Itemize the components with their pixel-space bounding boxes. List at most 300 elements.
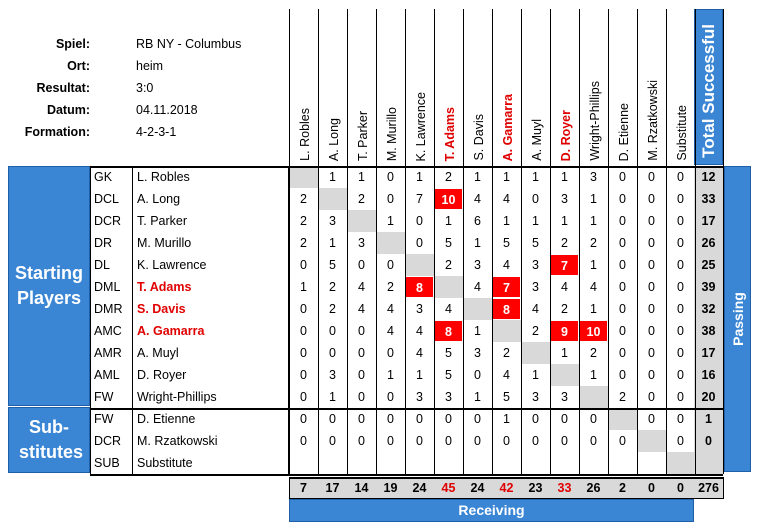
pass-count-cell: 0 — [532, 412, 539, 426]
row-player-name: S. Davis — [133, 298, 289, 320]
row-player-name: T. Adams — [133, 276, 289, 298]
pass-count-cell: 4 — [503, 192, 510, 206]
pass-count-cell: 8 — [434, 320, 463, 342]
pass-count-cell: 0 — [329, 412, 336, 426]
substitutes-label: Sub-stitutes — [8, 407, 90, 473]
pass-count-cell: 1 — [561, 170, 568, 184]
row-position: DL — [90, 254, 133, 276]
column-header-label: A. Long — [326, 117, 341, 161]
row-total-cell: 32 — [694, 298, 723, 320]
pass-count-cell: 1 — [329, 390, 336, 404]
pass-count-cell: 0 — [619, 302, 626, 316]
grid-line — [289, 477, 723, 479]
match-info-label: Formation: — [24, 125, 90, 139]
pass-count-cell: 3 — [561, 390, 568, 404]
pass-count-cell: 0 — [358, 346, 365, 360]
grid-line — [289, 477, 290, 499]
row-player-name: M. Rzatkowski — [133, 430, 289, 452]
pass-count-cell: 0 — [648, 236, 655, 250]
pass-count-cell: 1 — [590, 258, 597, 272]
pass-count-cell: 0 — [474, 368, 481, 382]
pass-count-cell: 0 — [619, 170, 626, 184]
column-header-label: M. Murillo — [384, 106, 399, 161]
row-player-name: Wright-Phillips — [133, 386, 289, 408]
pass-count-cell: 0 — [474, 412, 481, 426]
pass-count-cell: 4 — [474, 192, 481, 206]
match-info-value: heim — [136, 59, 164, 73]
grid-line — [90, 166, 723, 168]
pass-count-cell: 0 — [677, 368, 684, 382]
pass-count-cell: 0 — [619, 434, 626, 448]
column-header — [579, 9, 609, 165]
pass-count-cell — [492, 452, 521, 474]
pass-count-cell: 2 — [532, 324, 539, 338]
pass-count-cell: 1 — [532, 368, 539, 382]
pass-count-cell: 0 — [387, 390, 394, 404]
grid-line — [405, 9, 406, 474]
row-total-cell: 17 — [694, 210, 723, 232]
pass-count-cell: 1 — [503, 170, 510, 184]
row-position: AMC — [90, 320, 133, 342]
grid-line — [492, 9, 493, 474]
pass-count-cell: 0 — [648, 346, 655, 360]
pass-count-cell: 1 — [300, 280, 307, 294]
pass-count-cell: 0 — [677, 346, 684, 360]
pass-count-cell — [289, 452, 318, 474]
pass-count-cell: 0 — [619, 280, 626, 294]
pass-count-cell — [521, 342, 550, 364]
pass-count-cell — [492, 320, 521, 342]
pass-count-cell: 0 — [416, 434, 423, 448]
pass-count-cell: 3 — [532, 280, 539, 294]
column-header-label: A. Gamarra — [500, 93, 515, 161]
pass-count-cell: 0 — [416, 412, 423, 426]
column-header-label: K. Lawrence — [413, 91, 428, 161]
pass-count-cell: 0 — [358, 390, 365, 404]
pass-count-cell: 9 — [550, 320, 579, 342]
column-total-cell: 42 — [492, 477, 521, 499]
pass-count-cell: 0 — [677, 192, 684, 206]
pass-count-cell — [405, 452, 434, 474]
pass-count-cell: 0 — [416, 214, 423, 228]
row-player-name: D. Royer — [133, 364, 289, 386]
pass-count-cell: 2 — [590, 236, 597, 250]
row-total-cell: 1 — [694, 408, 723, 430]
grid-line — [90, 408, 723, 410]
pass-count-cell: 4 — [445, 302, 452, 316]
pass-count-cell: 0 — [648, 368, 655, 382]
match-info-value: RB NY - Columbus — [136, 37, 242, 51]
column-header — [289, 9, 319, 165]
pass-count-cell: 1 — [590, 302, 597, 316]
column-header — [492, 9, 522, 165]
pass-count-cell: 0 — [677, 390, 684, 404]
pass-count-cell: 2 — [387, 280, 394, 294]
pass-count-cell — [550, 364, 579, 386]
pass-count-cell: 0 — [648, 214, 655, 228]
row-total-cell: 16 — [694, 364, 723, 386]
row-position: DR — [90, 232, 133, 254]
row-total-cell: 12 — [694, 166, 723, 188]
pass-count-cell: 4 — [416, 346, 423, 360]
pass-count-cell: 0 — [329, 434, 336, 448]
grid-line — [90, 166, 91, 474]
pass-count-cell: 5 — [329, 258, 336, 272]
pass-count-cell: 5 — [445, 346, 452, 360]
pass-count-cell: 0 — [329, 324, 336, 338]
pass-count-cell — [579, 386, 608, 408]
pass-count-cell — [347, 452, 376, 474]
pass-count-cell — [579, 452, 608, 474]
column-header — [405, 9, 435, 165]
grid-line — [521, 9, 522, 474]
column-header — [347, 9, 377, 165]
column-header-label: S. Davis — [471, 114, 486, 161]
row-total-cell: 25 — [694, 254, 723, 276]
row-player-name: Substitute — [133, 452, 289, 474]
column-total-cell: 0 — [666, 477, 695, 499]
pass-count-cell: 0 — [300, 346, 307, 360]
column-total-cell: 26 — [579, 477, 608, 499]
passing-axis-label: Passing — [724, 166, 751, 472]
pass-count-cell: 1 — [503, 412, 510, 426]
row-position: AMR — [90, 342, 133, 364]
pass-count-cell: 0 — [619, 258, 626, 272]
row-player-name: K. Lawrence — [133, 254, 289, 276]
pass-count-cell — [376, 452, 405, 474]
pass-count-cell: 4 — [561, 280, 568, 294]
pass-count-cell: 7 — [550, 254, 579, 276]
pass-count-cell: 0 — [677, 434, 684, 448]
pass-count-cell — [608, 408, 637, 430]
pass-count-cell: 0 — [416, 236, 423, 250]
pass-count-cell: 1 — [532, 214, 539, 228]
row-position: FW — [90, 386, 133, 408]
pass-count-cell: 0 — [677, 258, 684, 272]
row-total-cell: 38 — [694, 320, 723, 342]
row-player-name: L. Robles — [133, 166, 289, 188]
column-total-cell: 23 — [521, 477, 550, 499]
pass-count-cell: 0 — [619, 214, 626, 228]
row-position: FW — [90, 408, 133, 430]
pass-count-cell — [347, 210, 376, 232]
column-header-label: Wright-Phillips — [587, 81, 602, 161]
column-header — [550, 9, 580, 165]
grid-line — [723, 477, 724, 499]
pass-count-cell: 10 — [434, 188, 463, 210]
pass-count-cell: 2 — [329, 302, 336, 316]
grid-line — [376, 9, 377, 474]
pass-count-cell: 1 — [329, 236, 336, 250]
pass-count-cell — [434, 452, 463, 474]
column-total-cell: 45 — [434, 477, 463, 499]
pass-count-cell: 0 — [532, 192, 539, 206]
pass-count-cell: 0 — [648, 412, 655, 426]
pass-count-cell — [666, 452, 695, 474]
column-header — [463, 9, 493, 165]
pass-count-cell: 0 — [503, 434, 510, 448]
pass-count-cell: 8 — [405, 276, 434, 298]
pass-count-cell: 6 — [474, 214, 481, 228]
row-position: DMR — [90, 298, 133, 320]
column-header — [376, 9, 406, 165]
pass-count-cell: 0 — [387, 170, 394, 184]
grand-total-cell: 276 — [694, 477, 723, 499]
pass-count-cell: 1 — [474, 390, 481, 404]
column-total-cell: 14 — [347, 477, 376, 499]
column-header — [434, 9, 464, 165]
pass-count-cell: 5 — [445, 236, 452, 250]
pass-count-cell — [434, 276, 463, 298]
grid-line — [637, 9, 638, 474]
pass-count-cell: 5 — [532, 236, 539, 250]
row-player-name: A. Muyl — [133, 342, 289, 364]
pass-count-cell: 3 — [329, 368, 336, 382]
column-header-label: Substitute — [674, 105, 689, 161]
pass-count-cell: 0 — [474, 434, 481, 448]
pass-count-cell — [463, 298, 492, 320]
column-header-label: D. Etienne — [616, 102, 631, 161]
pass-count-cell: 2 — [445, 170, 452, 184]
pass-count-cell: 1 — [445, 214, 452, 228]
match-info-label: Resultat: — [36, 81, 90, 95]
receiving-axis-label: Receiving — [289, 499, 694, 522]
pass-count-cell: 0 — [619, 346, 626, 360]
pass-count-cell: 3 — [474, 346, 481, 360]
total-successful-label: Total Successful — [698, 24, 718, 158]
row-position: SUB — [90, 452, 133, 474]
pass-count-cell: 10 — [579, 320, 608, 342]
grid-line — [579, 9, 580, 474]
pass-count-cell: 0 — [619, 192, 626, 206]
pass-count-cell: 4 — [503, 368, 510, 382]
column-header — [318, 9, 348, 165]
pass-count-cell: 2 — [445, 258, 452, 272]
row-total-cell: 26 — [694, 232, 723, 254]
pass-count-cell: 1 — [387, 368, 394, 382]
pass-count-cell: 0 — [619, 324, 626, 338]
pass-count-cell: 0 — [561, 434, 568, 448]
pass-count-cell: 4 — [532, 302, 539, 316]
pass-count-cell — [405, 254, 434, 276]
pass-count-cell: 0 — [387, 346, 394, 360]
row-position: DCL — [90, 188, 133, 210]
pass-count-cell: 3 — [474, 258, 481, 272]
pass-count-cell: 0 — [648, 170, 655, 184]
row-total-cell: 39 — [694, 276, 723, 298]
pass-count-cell: 1 — [474, 170, 481, 184]
pass-count-cell: 5 — [503, 390, 510, 404]
pass-count-cell: 0 — [677, 324, 684, 338]
pass-count-cell: 5 — [445, 368, 452, 382]
pass-count-cell: 1 — [329, 170, 336, 184]
grid-line — [608, 9, 609, 474]
pass-count-cell: 0 — [648, 324, 655, 338]
pass-count-cell: 2 — [619, 390, 626, 404]
pass-count-cell: 1 — [474, 324, 481, 338]
match-info-label: Ort: — [67, 59, 90, 73]
pass-count-cell: 3 — [358, 236, 365, 250]
pass-count-cell — [637, 430, 666, 452]
pass-count-cell: 1 — [503, 214, 510, 228]
pass-count-cell: 0 — [300, 390, 307, 404]
pass-count-cell: 4 — [474, 280, 481, 294]
column-total-cell: 7 — [289, 477, 318, 499]
column-total-cell: 24 — [463, 477, 492, 499]
grid-line — [318, 9, 319, 474]
pass-count-cell: 8 — [492, 298, 521, 320]
pass-count-cell — [637, 452, 666, 474]
column-header — [666, 9, 696, 165]
row-position: GK — [90, 166, 133, 188]
match-info-label: Datum: — [46, 103, 90, 117]
grid-line — [550, 9, 551, 474]
column-header-label: M. Rzatkowski — [645, 80, 660, 161]
row-total-cell: 17 — [694, 342, 723, 364]
pass-count-cell: 4 — [387, 302, 394, 316]
pass-count-cell: 0 — [445, 434, 452, 448]
pass-count-cell: 4 — [416, 324, 423, 338]
pass-count-cell: 0 — [300, 324, 307, 338]
pass-count-cell: 2 — [358, 192, 365, 206]
pass-count-cell: 0 — [300, 368, 307, 382]
pass-count-cell: 4 — [503, 258, 510, 272]
pass-count-cell: 0 — [590, 412, 597, 426]
pass-count-cell: 0 — [445, 412, 452, 426]
column-total-cell: 2 — [608, 477, 637, 499]
pass-count-cell: 0 — [300, 434, 307, 448]
row-player-name: A. Long — [133, 188, 289, 210]
pass-count-cell: 0 — [387, 192, 394, 206]
pass-count-cell — [550, 452, 579, 474]
row-player-name: A. Gamarra — [133, 320, 289, 342]
pass-count-cell: 0 — [648, 258, 655, 272]
pass-count-cell: 0 — [561, 412, 568, 426]
grid-line — [666, 9, 667, 474]
pass-count-cell: 0 — [677, 170, 684, 184]
column-total-cell: 33 — [550, 477, 579, 499]
pass-count-cell: 4 — [358, 280, 365, 294]
pass-count-cell: 0 — [619, 236, 626, 250]
pass-count-cell: 4 — [387, 324, 394, 338]
pass-count-cell: 0 — [300, 412, 307, 426]
pass-count-cell — [289, 166, 318, 188]
pass-count-cell: 2 — [590, 346, 597, 360]
pass-count-cell: 0 — [358, 412, 365, 426]
pass-count-cell: 1 — [416, 170, 423, 184]
pass-count-cell: 0 — [387, 434, 394, 448]
pass-count-cell: 2 — [300, 192, 307, 206]
row-player-name: M. Murillo — [133, 232, 289, 254]
pass-count-cell: 1 — [532, 170, 539, 184]
column-header-label: A. Muyl — [529, 119, 544, 161]
pass-count-cell: 0 — [532, 434, 539, 448]
pass-count-cell: 0 — [677, 214, 684, 228]
grid-line — [289, 9, 290, 474]
row-position: AML — [90, 364, 133, 386]
column-header-label: T. Adams — [442, 106, 457, 161]
pass-count-cell: 7 — [416, 192, 423, 206]
column-total-cell: 24 — [405, 477, 434, 499]
column-header-label: D. Royer — [558, 109, 573, 161]
pass-count-cell: 0 — [387, 258, 394, 272]
pass-count-cell: 7 — [492, 276, 521, 298]
pass-count-cell: 1 — [561, 214, 568, 228]
starting-players-label: Starting Players — [8, 166, 90, 406]
grid-line — [434, 9, 435, 474]
column-total-cell: 0 — [637, 477, 666, 499]
pass-count-cell: 0 — [358, 434, 365, 448]
pass-count-cell: 0 — [677, 280, 684, 294]
pass-count-cell: 3 — [532, 390, 539, 404]
pass-count-cell — [463, 452, 492, 474]
pass-count-cell — [521, 452, 550, 474]
column-total-cell: 19 — [376, 477, 405, 499]
pass-count-cell: 0 — [648, 192, 655, 206]
pass-count-cell: 0 — [677, 236, 684, 250]
pass-count-cell: 3 — [416, 390, 423, 404]
match-info-value: 3:0 — [136, 81, 154, 95]
pass-count-cell — [318, 452, 347, 474]
row-position: DCR — [90, 210, 133, 232]
pass-count-cell: 2 — [503, 346, 510, 360]
pass-count-cell: 0 — [648, 280, 655, 294]
row-position: DML — [90, 276, 133, 298]
pass-count-cell: 1 — [358, 170, 365, 184]
pass-count-cell: 1 — [590, 192, 597, 206]
pass-count-cell: 1 — [561, 346, 568, 360]
pass-count-cell — [608, 452, 637, 474]
pass-count-cell: 3 — [590, 170, 597, 184]
pass-count-cell: 0 — [300, 258, 307, 272]
pass-count-cell — [318, 188, 347, 210]
pass-count-cell: 0 — [590, 434, 597, 448]
column-header-label: L. Robles — [297, 108, 312, 161]
pass-count-cell: 2 — [300, 236, 307, 250]
pass-count-cell: 2 — [561, 236, 568, 250]
pass-count-cell: 0 — [387, 412, 394, 426]
column-total-cell: 17 — [318, 477, 347, 499]
total-successful-header — [694, 9, 723, 165]
pass-count-cell: 1 — [387, 214, 394, 228]
match-info-value: 4-2-3-1 — [136, 125, 177, 139]
pass-count-cell: 4 — [590, 280, 597, 294]
pass-count-cell: 0 — [648, 390, 655, 404]
pass-count-cell: 1 — [474, 236, 481, 250]
pass-count-cell: 0 — [329, 346, 336, 360]
pass-count-cell: 0 — [358, 258, 365, 272]
pass-count-cell: 2 — [300, 214, 307, 228]
column-header — [637, 9, 667, 165]
pass-count-cell — [376, 232, 405, 254]
pass-count-cell: 0 — [619, 368, 626, 382]
pass-count-cell: 2 — [561, 302, 568, 316]
pass-count-cell: 2 — [329, 280, 336, 294]
column-header — [521, 9, 551, 165]
pass-count-cell: 0 — [300, 302, 307, 316]
pass-count-cell: 1 — [590, 214, 597, 228]
pass-count-cell: 3 — [445, 390, 452, 404]
row-total-cell — [694, 452, 723, 474]
row-total-cell: 20 — [694, 386, 723, 408]
pass-count-cell: 0 — [358, 368, 365, 382]
pass-count-cell: 3 — [561, 192, 568, 206]
row-total-cell: 0 — [694, 430, 723, 452]
row-player-name: T. Parker — [133, 210, 289, 232]
pass-count-cell: 1 — [416, 368, 423, 382]
column-header — [608, 9, 638, 165]
row-player-name: D. Etienne — [133, 408, 289, 430]
